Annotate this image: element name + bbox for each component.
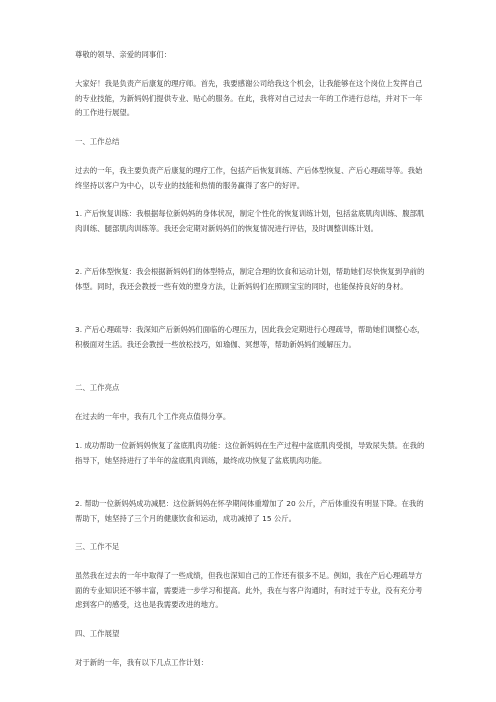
item1-paragraph: 1. 产后恢复训练：我根据每位新妈妈的身体状况，制定个性化的恢复训练计划，包括盆底肌肉训练、腹部肌肉训练、腿部肌肉训练等。我还会定期对新妈妈们的恢复情况进行评估，及时调整训练计划。 [75,209,425,233]
greeting: 尊敬的领导、亲爱的同事们： [75,50,172,59]
highlight2-paragraph: 2. 帮助一位新妈妈成功减肥：这位新妈妈在怀孕期间体重增加了 20 公斤，产后体重没有明显下降。在我的帮助下，她坚持了三个月的健康饮食和运动，成功减掉了 15 公斤。 [75,499,424,523]
section3-title: 三、工作不足 [75,542,120,551]
intro-paragraph: 大家好！我是负责产后康复的理疗师。首先，我要感谢公司给我这个机会，让我能够在这个岗位上发挥自己的专业技能，为新妈妈们提供专业、贴心的服务。在此，我将对自己过去一年的工作进行总结，并对下一年的工作进行展望。 [75,79,423,118]
section4-title: 四、工作展望 [75,629,120,638]
section4-intro: 对于新的一年，我有以下几点工作计划： [75,658,209,667]
section3-paragraph: 虽然我在过去的一年中取得了一些成绩，但我也深知自己的工作还有很多不足。例如，我在产后心理疏导方面的专业知识还不够丰富，需要进一步学习和提高。此外，我在与客户沟通时，有时过于专业，没有充分考虑到客户的感受，这也是我需要改进的地方。 [75,571,423,610]
section2-title: 二、工作亮点 [75,383,120,392]
section2-intro: 在过去的一年中，我有几个工作亮点值得分享。 [75,412,231,421]
highlight1-paragraph: 1. 成功帮助一位新妈妈恢复了盆底肌肉功能：这位新妈妈在生产过程中盆底肌肉受损，导致尿失禁。在我的指导下，她坚持进行了半年的盆底肌肉训练，最终成功恢复了盆底肌肉功能。 [75,441,425,465]
section1-title: 一、工作总结 [75,137,120,146]
item2-paragraph: 2. 产后体型恢复：我会根据新妈妈们的体型特点，制定合理的饮食和运动计划，帮助她们尽快恢复到孕前的体型。同时，我还会教授一些有效的塑身方法，让新妈妈们在照顾宝宝的同时，也能保持良好的身材。 [75,267,425,291]
item3-paragraph: 3. 产后心理疏导：我深知产后新妈妈们面临的心理压力，因此我会定期进行心理疏导，帮助她们调整心态，积极面对生活。我还会教授一些放松技巧，如瑜伽、冥想等，帮助新妈妈们缓解压力。 [75,325,425,349]
section1-intro: 过去的一年，我主要负责产后康复的理疗工作，包括产后恢复训练、产后体型恢复、产后心理疏导等。我始终坚持以客户为中心，以专业的技能和热情的服务赢得了客户的好评。 [75,166,423,190]
